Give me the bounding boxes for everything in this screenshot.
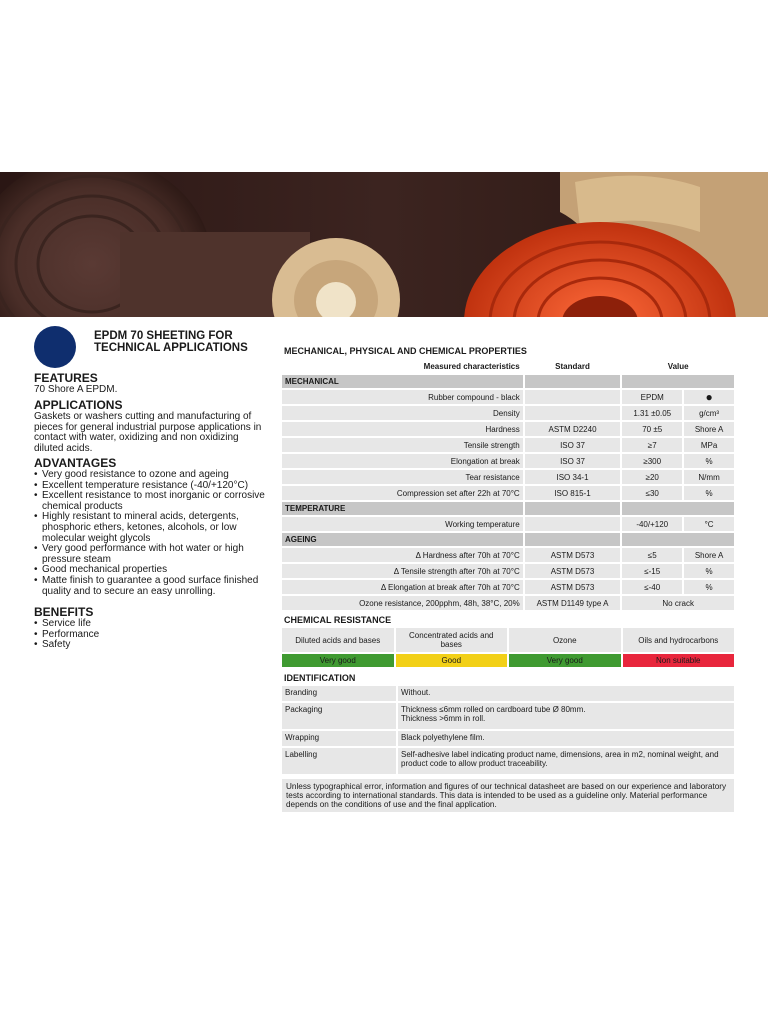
chemical-resistance-title: CHEMICAL RESISTANCE [284, 615, 392, 625]
advantages-list [34, 470, 270, 597]
rubber-rolls-illustration [0, 172, 768, 317]
rating-non-suitable: Non suitable [623, 654, 735, 667]
hero-image-rubber-rolls [0, 172, 768, 317]
table-row: Working temperature -40/+120 °C [282, 517, 734, 531]
list-item: • Performance [34, 630, 270, 641]
table-row [282, 654, 734, 667]
rating-good: Good [396, 654, 508, 667]
features-text: 70 Shore A EPDM. [34, 384, 118, 395]
list-item: • Safety [34, 640, 270, 651]
advantages-section [34, 457, 270, 597]
table-row: Packaging Thickness ≤6mm rolled on cardboard tube Ø 80mm. Thickness >6mm in roll. [282, 703, 734, 729]
table-row: Δ Elongation at break after 70h at 70°C ASTM D573 ≤-40 % [282, 580, 734, 594]
table-row: Elongation at break ISO 37 ≥300 % [282, 454, 734, 468]
col-standard: Standard [525, 360, 621, 373]
group-temperature: TEMPERATURE [282, 502, 523, 515]
list-item: • Very good resistance to ozone and ageing [34, 470, 270, 481]
table-row: Ozone resistance, 200pphm, 48h, 38°C, 20% ASTM D1149 type A No crack [282, 596, 734, 610]
list-item: • Excellent resistance to most inorganic or corrosive chemical products [34, 491, 270, 512]
blue-dot-logo [34, 326, 76, 368]
group-mechanical: MECHANICAL [282, 375, 523, 388]
list-item: • Matte finish to guarantee a good surface finished quality and to secure an easy unrolling. [34, 576, 270, 597]
table-row: Diluted acids and bases Concentrated acids and bases Ozone Oils and hydrocarbons [282, 628, 734, 652]
table-row: Rubber compound - black EPDM ● [282, 390, 734, 404]
table-row: Compression set after 22h at 70°C ISO 815-1 ≤30 % [282, 486, 734, 500]
advantages-heading: ADVANTAGES [34, 456, 117, 470]
applications-heading: APPLICATIONS [34, 398, 123, 412]
list-item: • Excellent temperature resistance (-40/+120°C) [34, 481, 270, 492]
table-row: Density 1.31 ±0.05 g/cm³ [282, 406, 734, 420]
rating-very-good: Very good [282, 654, 394, 667]
properties-table [280, 358, 736, 612]
features-heading: FEATURES [34, 371, 98, 385]
applications-text: Gaskets or washers cutting and manufacturing of pieces for general industrial purpose applications in contact with water, oxidizing and non oxidizing diluted acids. [34, 411, 262, 454]
table-row: Tear resistance ISO 34-1 ≥20 N/mm [282, 470, 734, 484]
benefits-heading: BENEFITS [34, 605, 94, 619]
filled-circle-icon: ● [684, 390, 734, 404]
col-value: Value [622, 360, 734, 373]
features-section [34, 372, 270, 396]
identification-table [280, 684, 736, 776]
table-row: Tensile strength ISO 37 ≥7 MPa [282, 438, 734, 452]
table-row: Δ Hardness after 70h at 70°C ASTM D573 ≤5 Shore A [282, 548, 734, 562]
col-measured: Measured characteristics [282, 360, 523, 373]
benefits-section [34, 606, 270, 651]
chemical-resistance-table [280, 626, 736, 669]
table-row: Branding Without. [282, 686, 734, 701]
disclaimer: Unless typographical error, information and figures of our technical datasheet are based on our experience and laboratory tests according to international standards. This data is intended to be used as a guideline only. Material performance depends on the conditions of use and the final application. [282, 779, 734, 812]
table-row: Labelling Self-adhesive label indicating product name, dimensions, area in m2, nominal weight, and product code to allow product traceability. [282, 748, 734, 774]
properties-column [280, 346, 736, 812]
group-ageing: AGEING [282, 533, 523, 546]
applications-section [34, 399, 270, 454]
product-title: EPDM 70 SHEETING FOR TECHNICAL APPLICATIONS [94, 330, 248, 354]
list-item: • Service life [34, 619, 270, 630]
table-row: Δ Tensile strength after 70h at 70°C ASTM D573 ≤-15 % [282, 564, 734, 578]
list-item: • Good mechanical properties [34, 565, 270, 576]
list-item: • Highly resistant to mineral acids, detergents, phosphoric ethers, ketones, alcohols, or low molecular weight glycols [34, 512, 270, 544]
benefits-list [34, 619, 270, 651]
table-row: Hardness ASTM D2240 70 ±5 Shore A [282, 422, 734, 436]
identification-title: IDENTIFICATION [284, 673, 356, 683]
rating-very-good: Very good [509, 654, 621, 667]
table-header-row [282, 360, 734, 373]
table-row: Wrapping Black polyethylene film. [282, 731, 734, 746]
properties-title: MECHANICAL, PHYSICAL AND CHEMICAL PROPERTIES [284, 346, 527, 356]
list-item: • Very good performance with hot water or high pressure steam [34, 544, 270, 565]
